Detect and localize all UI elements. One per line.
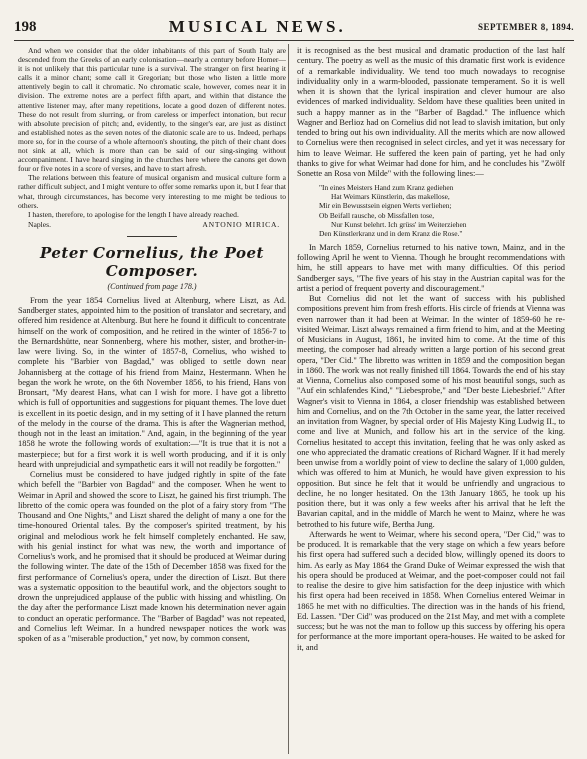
- letter-paragraph: I hasten, therefore, to apologise for the length I have already reached.: [28, 209, 239, 219]
- article-paragraph: But Cornelius did not let the want of success with his published compositions prevent him from fresh efforts. His circle of friends at Vienna was even narrower than it had been at Weimar. In the winter of 1859-60 he re-visited Weimar. Liszt always remained a firm friend to him, and at the Meeting of Musicians in August, 1861, he invited him to come. At the time of this meeting, the composer had already written a large portion of his second great opera, "Der Cid." The libretto was written in 1859 and the composition began in 1860. The work was not really finished till 1864. Towards the end of his stay at Vienna, Cornelius also composed some of his most beautiful songs, such as "Auf ein schlafendes Kind," "Liebesprobe," and "Der beste Liebesbrief." After Wagner's visit to Vienna in 1864, a closer friendship was established between him and Cornelius, and on the 7th October in the same year, the latter received an invitation from Wagner, by special order of His Majesty King Ludwig II., to come and live at Munich, and follow his art in the service of the king. Cornelius hesitated to accept this invitation, feeling that he was only asked as one who appreciated the dramatic creations of Richard Wagner. If it had merely been unwise from a worldly point of view to decline the salary of 1,000 gulden, which was offered to him at Munich, he would have given expression to his opposition. But since he felt that it would be unfriendly and ungracious to decline, he no longer hesitated. On the 13th January 1865, he took up his position there, but it was only a few weeks after his arrival that he left the Bavarian capital, and in the middle of March he went to Mainz, where he was betrothed to his future wife, Bertha Jung.: [297, 294, 565, 529]
- letter-place: Naples.: [28, 219, 51, 229]
- article-paragraph: From the year 1854 Cornelius lived at Altenburg, where Liszt, as Ad. Sandberger states, appointed him to the position of translator and secretary, and offered him residence at Altenburg. But here he found it difficult to concentrate himself on the work of composition, and he retired in the winter of 1856-7 to the Bernardshütte, near Sonnenberg, where his mother, sister, and brother-in-law were living. So, in the winter of 1857-8, Cornelius, who wished to complete his "Barbier von Bagdad," was obliged to settle down near Johannisberg at the cottage of his friend from Mainz, Hestermann. When he began the work he wrote, on the 6th November 1856, to his friend, Hans von Bronsart, "My dearest Hans, what can I wish for more. I have got a libretto which is full of opportunities and suggestions for piquant themes. The love duet is excellent in its poetic design, and in my setting of it I have planned the return of the melody in the course of the drama. This is after the Wagnerian method, though not in the least an imitation." And, again, in the beginning of the year 1858 he wrote the following words of exultation:—"It is true that it is not a masterpiece; but for a first work it is well worth producing, and if it is only heard with unprejudicial and sympathetic ears it will not readily be forgotten.": [18, 295, 286, 469]
- sonnet-quotation: [319, 183, 565, 238]
- article-paragraph: Afterwards he went to Weimar, where his second opera, "Der Cid," was to be produced. It is remarkable that the very stage on which a few years before his first opera had suffered such a decided blow, willingly opened its doors to him. As early as May 1864 the Grand Duke of Weimar expressed the wish that his opera should be produced at Weimar, and the poet-composer could not fail to realise the desire to give him satisfaction for the deep injustice with which his first opera had been received in 1858. When Cornelius entered Weimar in 1865 he met with no difficulties. The direction was in the hands of his friend, Ed. Lassen. "Der Cid" was produced on the 21st May, and met with a complete success; but he was not the man to follow up this success by offering his opera for performance at the more important opera-houses. He waited to be asked for it, and: [297, 529, 565, 652]
- page-number: 198: [14, 18, 37, 35]
- poem-line: "In eines Meisters Hand zum Kranz gediehen: [319, 183, 454, 193]
- left-column: [18, 46, 286, 756]
- letter-paragraph: The relations between this feature of musical organism and musical culture form a rather difficult subject, and I might venture to offer some remarks upon it, but I fear that what, through circumstances, has become very interesting to me might be tedious to others.: [18, 173, 286, 210]
- page-header: [14, 14, 574, 40]
- issue-date: SEPTEMBER 8, 1894.: [477, 22, 574, 32]
- article-title: Peter Cornelius, the Poet Composer.: [40, 243, 264, 280]
- letter-signature: [18, 220, 286, 230]
- letter-author: ANTONIO MIRICA.: [202, 219, 280, 229]
- header-rule: [14, 40, 574, 41]
- right-column: [297, 46, 565, 756]
- poem-line: Mir ein Bewusstsein eignen Werts verliehen;: [319, 201, 452, 211]
- column-divider: [288, 44, 289, 754]
- poem-line: Den Künstlerkranz und in dem Kranz die Rose.": [319, 228, 463, 238]
- article-paragraph: it is recognised as the best musical and dramatic production of the last half century. The poetry as well as the music of this dramatic first work is evidence of a remarkable individuality. We tend too much nowadays to recognise individuality only in a warm-blooded, passionate temperament. So it is well when it is shown that the lyrical inspiration and clever humour are also evidences of marked individuality. Seldom have these qualities been united in such a happy manner as in the "Barber of Bagdad." The influence which Wagner and Berlioz had on Cornelius did not lead to slavish imitation, but only tended to bring out his own individuality. All the merits which are now allowed to Cornelius were then recognised in select circles, and yet it was necessary for him to leave Weimar. He suffered the keen pain of parting, yet he had only thanks to give for what Weimar had done for him, and he concludes his "Zwölf Sonette an Rosa von Milde" with the following lines:—: [297, 46, 565, 178]
- poem-line: Ob Beifall rausche, ob Missfallen tose,: [319, 210, 435, 220]
- journal-title: MUSICAL NEWS.: [168, 17, 346, 36]
- poem-line: Hat Weimars Künstlerin, das makellose,: [331, 192, 450, 202]
- letter-paragraph: And when we consider that the older inhabitants of this part of South Italy are descended from the Greeks of an early colonisation—nearly a century before Homer—it is not unlikely that this particular tune is a survival. The stranger on first hearing it calls it a minor chant; some call it Gregorian; but those who listen a little more attentively begin to call it chromatic. No chromatic scale, however, comes near it in division. The extreme notes are a perfect fifth apart, and within that distance the attentive listener may, after many repetitions, locate a good dozen of different notes. These do not result from slurring, or from careless or imperfect intonation, but recur with absolute precision of pitch; and, evidently, to the singer's ear, are just as distinct and established notes as the seven notes of the diatonic scale are to us. Indeed, perhaps more so, for in the course of a whole afternoon's shouting, the pitch of their chant does not sink at all, which is more than can be said of our sing-singing without accompaniment. I have heard singing in the churches here where the canons get down four or five notes in a score of verses, and have to start afresh.: [18, 46, 286, 174]
- article-paragraph: In March 1859, Cornelius returned to his native town, Mainz, and in the following April he went to Vienna. Though he brought recommendations with him, he still appears to have met with many difficulties. Of this period Sandberger says, "The five years of his stay in the Austrian capital was for the artist a period of frequent poverty and discouragement.": [297, 242, 565, 293]
- poem-line: Nur Kunst belehrt. Ich grüss' im Weiterziehen: [331, 219, 467, 229]
- section-divider: [127, 236, 177, 237]
- article-paragraph: Cornelius must be considered to have judged rightly in spite of the fate which befell the "Barbier von Bagdad" and the composer. When he went to Weimar in April and showed the score to Liszt, he gained his first triumph. The libretto of the comic opera was founded on the plot of a fairy story from "The Thousand and One Nights," and Liszt shared the delight of many a one for the time-honoured Oriental tales. By the composer's spirited treatment, by his original and melodious work he felt himself completely enchanted. He saw, with his genial instinct for what was new, the worth and importance of Cornelius's work, and he promised that it should be produced at Weimar during the following winter. The date of the 15th of December 1858 was fixed for the first performance of Cornelius's opera, under the direction of Liszt. But there was a systematic opposition to the beautiful work, and the objectors sought to drown the unprejudiced applause of the public with hissing and whistling. On the day after the performance Liszt made known his determination never again to conduct an operatic performance. The "Barber of Bagdad" was not repeated, and Cornelius left Weimar. In a hundred newspaper notices the work was spoken of as a "miserable production," yet now, by common consent,: [18, 470, 286, 644]
- article-continuation-note: (Continued from page 178.): [107, 281, 197, 291]
